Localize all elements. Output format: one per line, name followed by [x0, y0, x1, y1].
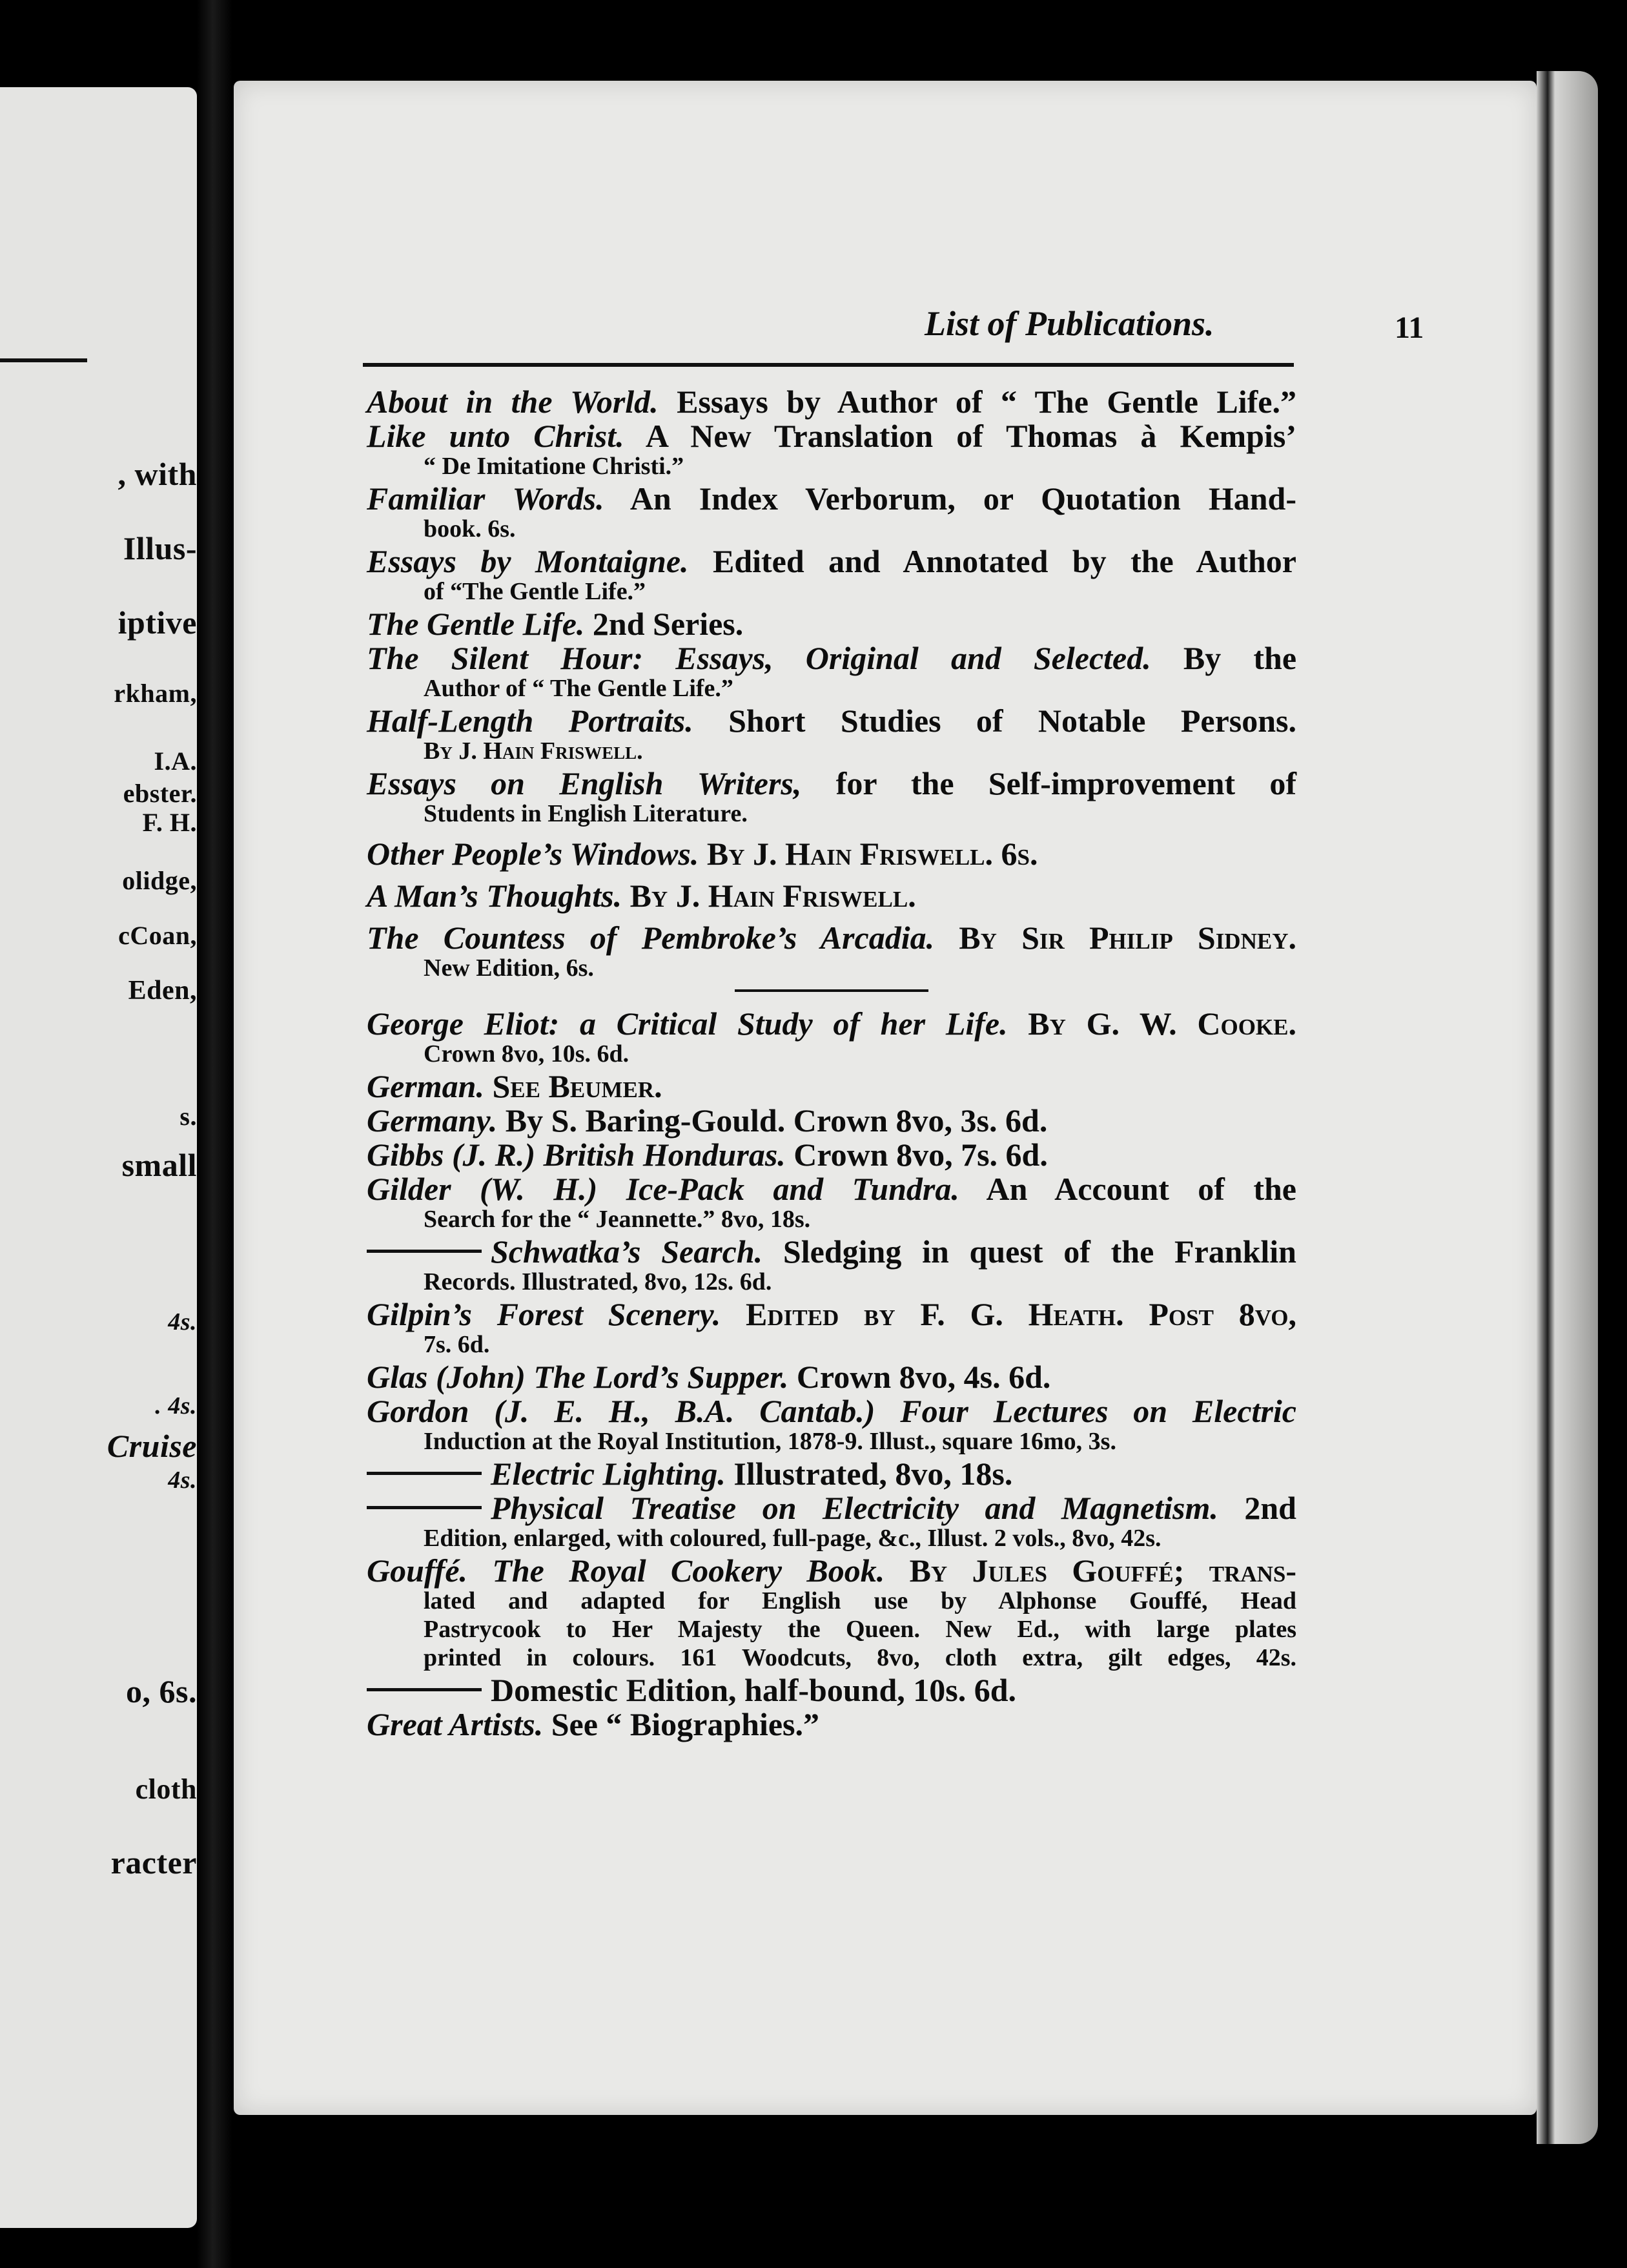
ditto-dash [367, 1250, 482, 1253]
list-item [367, 1359, 1296, 1394]
entry-continuation: lated and adapted for English use by Alphonse Gouffé, Head [424, 1587, 1296, 1614]
previous-page-fragment: Cruise [107, 1428, 197, 1464]
entry-continuation: Pastrycook to Her Majesty the Queen. New Ed., with large plates [424, 1616, 1296, 1643]
list-item [367, 1394, 1296, 1456]
list-item [367, 1673, 1296, 1707]
entry-text: Domestic Edition, half-bound, 10s. 6d. [491, 1672, 1017, 1708]
entry-text: An Account of the [959, 1171, 1296, 1207]
entry-continuation: Search for the “ Jeannette.” 8vo, 18s. [424, 1206, 811, 1233]
previous-page-fragment: F. H. [142, 808, 197, 837]
list-item [367, 641, 1296, 703]
entry-title: Great Artists. [367, 1706, 544, 1742]
page-header [363, 304, 1525, 355]
entry-text: See Beumer. [484, 1068, 662, 1104]
entry-text: An Index Verborum, or Quotation Hand- [604, 480, 1296, 517]
previous-page-fragment: 4s. [168, 1467, 197, 1494]
list-item [367, 836, 1296, 871]
entry-title: Glas (John) The Lord’s Supper. [367, 1359, 789, 1395]
entry-text: By Jules Gouffé; trans- [885, 1552, 1296, 1589]
list-item [367, 606, 1296, 641]
entry-continuation: By J. Hain Friswell. [424, 737, 643, 765]
entry-continuation: Induction at the Royal Institution, 1878-9. Illust., square 16mo, 3s. [424, 1428, 1116, 1455]
entry-text: By J. Hain Friswell. 6s. [699, 836, 1038, 872]
entry-continuation: Edition, enlarged, with coloured, full-page, &c., Illust. 2 vols., 8vo, 42s. [424, 1525, 1161, 1552]
header-rule [363, 363, 1294, 367]
previous-page-fragment: Eden, [128, 976, 197, 1005]
entry-title: Germany. [367, 1102, 498, 1139]
entry-continuation: “ De Imitatione Christi.” [424, 453, 684, 480]
previous-page-fragment: s. [179, 1102, 197, 1131]
entry-text: Edited by F. G. Heath. Post 8vo, [721, 1296, 1296, 1332]
entry-text: Crown 8vo, 4s. 6d. [788, 1359, 1051, 1395]
entry-continuation: Records. Illustrated, 8vo, 12s. 6d. [424, 1268, 772, 1295]
previous-page-fragment: o, 6s. [126, 1673, 197, 1709]
entry-title: Gordon (J. E. H., B.A. Cantab.) Four Lectures on Electric [367, 1393, 1296, 1429]
running-title: List of Publications. [925, 304, 1214, 343]
list-item [367, 384, 1296, 418]
entry-title: Half-Length Portraits. [367, 703, 693, 739]
entry-title: Electric Lighting. [491, 1456, 726, 1492]
list-item [367, 1103, 1296, 1137]
list-item [367, 1297, 1296, 1359]
entry-title: Physical Treatise on Electricity and Magnetism. [491, 1490, 1218, 1526]
entry-text: By J. Hain Friswell. [622, 878, 916, 914]
entry-continuation: book. 6s. [424, 515, 516, 542]
ditto-dash [367, 1688, 482, 1691]
previous-page-fragment: . 4s. [155, 1392, 197, 1419]
entry-continuation: 7s. 6d. [424, 1331, 490, 1358]
list-item [367, 1171, 1296, 1234]
entry-title: Other People’s Windows. [367, 836, 699, 872]
list-item [367, 1006, 1296, 1069]
page-number: 11 [1395, 311, 1424, 345]
list-item [367, 878, 1296, 912]
entry-text: Short Studies of Notable Persons. [693, 703, 1296, 739]
previous-page-fragment: olidge, [122, 866, 197, 895]
entry-title: George Eliot: a Critical Study of her Life. [367, 1005, 1008, 1042]
entry-title: German. [367, 1068, 484, 1104]
entry-title: Schwatka’s Search. [491, 1233, 763, 1270]
list-item [367, 766, 1296, 829]
entry-text: See “ Biographies.” [543, 1706, 819, 1742]
list-item [367, 481, 1296, 544]
entry-text: Illustrated, 8vo, 18s. [725, 1456, 1013, 1492]
entry-text: By G. W. Cooke. [1007, 1005, 1296, 1042]
entry-continuation: Crown 8vo, 10s. 6d. [424, 1040, 629, 1067]
previous-page-fragment: ebster. [123, 779, 197, 808]
entry-title: Essays by Montaigne. [367, 543, 689, 579]
entry-continuation: New Edition, 6s. [424, 954, 594, 982]
entry-text: 2nd Series. [584, 606, 744, 642]
list-item [367, 703, 1296, 766]
previous-page-fragment: small [121, 1147, 197, 1183]
previous-page [0, 87, 197, 2228]
entry-title: About in the World. [367, 384, 659, 420]
entry-text: 2nd [1218, 1490, 1296, 1526]
entry-title: Gouffé. The Royal Cookery Book. [367, 1552, 885, 1589]
ditto-dash [367, 1506, 482, 1509]
entry-text: Essays by Author of “ The Gentle Life.” [658, 384, 1296, 420]
entry-continuation: Students in English Literature. [424, 800, 748, 827]
previous-page-fragment: cCoan, [118, 921, 197, 950]
list-item [367, 1069, 1296, 1103]
entry-text: By S. Baring-Gould. Crown 8vo, 3s. 6d. [497, 1102, 1048, 1139]
previous-page-fragment: Illus- [123, 530, 197, 566]
entry-text: Edited and Annotated by the Author [688, 543, 1296, 579]
entry-text: By Sir Philip Sidney. [934, 920, 1296, 956]
list-item [367, 1707, 1296, 1741]
list-item [367, 418, 1296, 481]
main-page [234, 81, 1537, 2115]
entry-text: Crown 8vo, 7s. 6d. [785, 1137, 1048, 1173]
entry-text: Sledging in quest of the Franklin [762, 1233, 1296, 1270]
previous-page-fragment: 4s. [168, 1308, 197, 1335]
previous-page-fragment: racter [110, 1844, 197, 1881]
list-item [367, 920, 1296, 983]
entry-title: Familiar Words. [367, 480, 604, 517]
entry-title: The Gentle Life. [367, 606, 585, 642]
entry-title: The Countess of Pembroke’s Arcadia. [367, 920, 935, 956]
entry-title: Gilpin’s Forest Scenery. [367, 1296, 721, 1332]
list-item [367, 1137, 1296, 1171]
previous-page-fragment: , with [118, 456, 197, 492]
entry-title: Gibbs (J. R.) British Honduras. [367, 1137, 786, 1173]
list-item [367, 1490, 1296, 1553]
previous-page-fragment: cloth [135, 1773, 197, 1805]
previous-page-rule [0, 358, 87, 362]
entry-continuation: Author of “ The Gentle Life.” [424, 675, 733, 702]
previous-page-fragment: rkham, [114, 679, 197, 708]
entry-title: Like unto Christ. [367, 418, 624, 454]
list-item [367, 544, 1296, 606]
publication-list [367, 384, 1296, 1741]
entry-title: Gilder (W. H.) Ice-Pack and Tundra. [367, 1171, 959, 1207]
section-separator [367, 983, 1296, 1006]
list-item [367, 1234, 1296, 1297]
entry-text: for the Self-improvement of [801, 765, 1296, 801]
list-item [367, 1553, 1296, 1673]
page-edges [1537, 71, 1598, 2144]
previous-page-fragment: I.A. [154, 747, 197, 776]
entry-text: A New Translation of Thomas à Kempis’ [624, 418, 1296, 454]
previous-page-fragment: iptive [118, 604, 197, 641]
entry-title: Essays on English Writers, [367, 765, 802, 801]
list-item [367, 1456, 1296, 1490]
entry-text: By the [1151, 640, 1297, 676]
entry-continuation: printed in colours. 161 Woodcuts, 8vo, cloth extra, gilt edges, 42s. [424, 1644, 1296, 1671]
ditto-dash [367, 1472, 482, 1475]
book-gutter [197, 0, 232, 2268]
entry-title: The Silent Hour: Essays, Original and Selected. [367, 640, 1151, 676]
entry-title: A Man’s Thoughts. [367, 878, 622, 914]
entry-continuation: of “The Gentle Life.” [424, 578, 646, 605]
